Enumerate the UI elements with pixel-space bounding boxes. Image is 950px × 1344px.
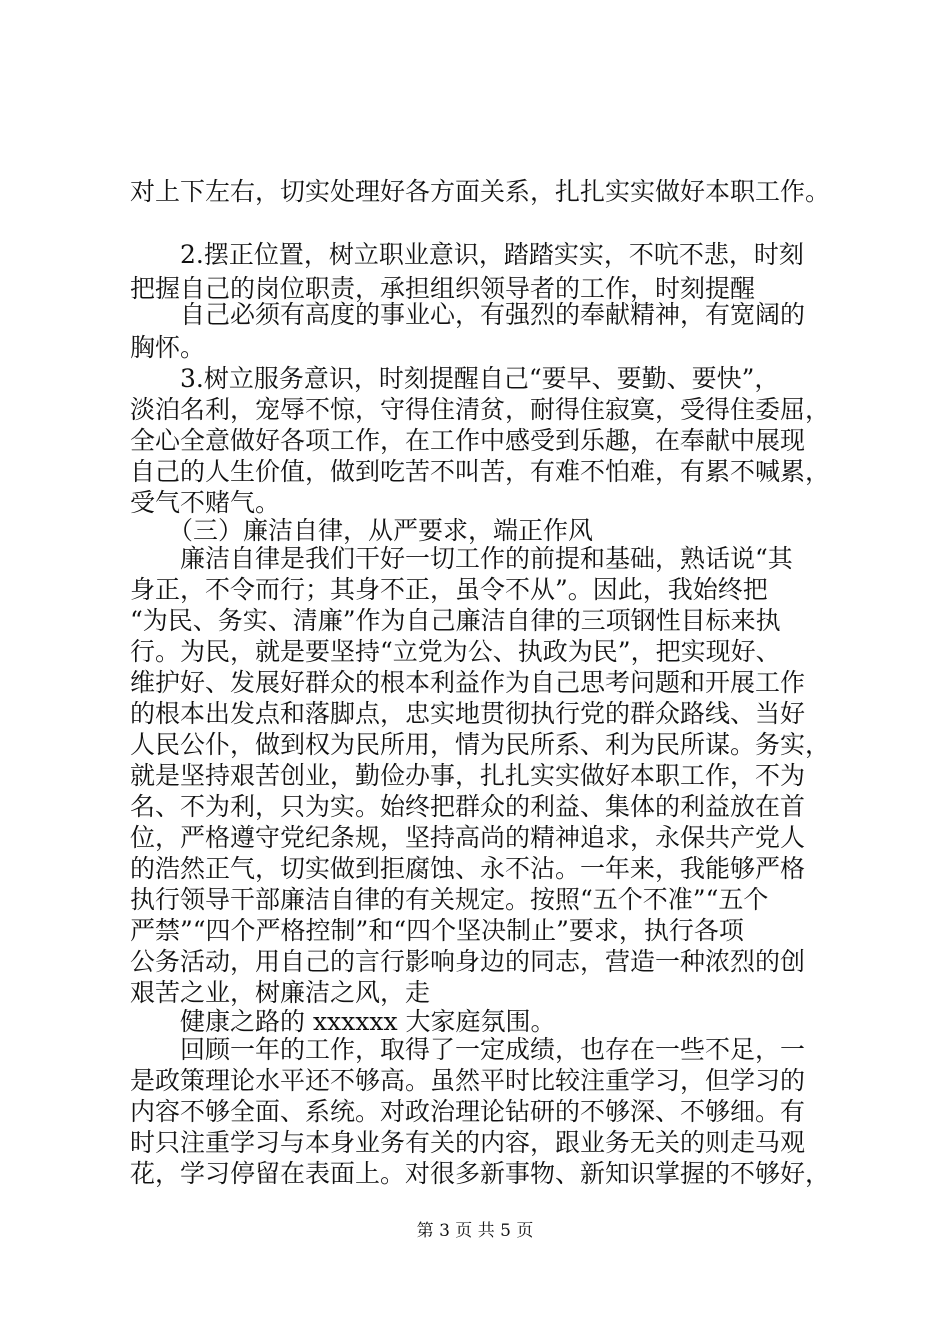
text-line: 的根本出发点和落脚点，忠实地贯彻执行党的群众路线、当好 [130,699,806,728]
text-line: 3.树立服务意识，时刻提醒自己“要早、要勤、要快”， [180,364,780,393]
text-line: 严禁”“四个严格控制”和“四个坚决制止”要求，执行各项 [130,916,744,945]
section-heading: （三）廉洁自律，从严要求，端正作风 [168,516,594,545]
text-line: 自己必须有高度的事业心，有强烈的奉献精神，有宽阔的 [180,300,806,329]
text-line: 对上下左右，切实处理好各方面关系，扎扎实实做好本职工作。 [130,177,831,206]
text-line: 艰苦之业，树廉洁之风，走 [130,978,431,1007]
text-line: 时只注重学习与本身业务有关的内容，跟业务无关的则走马观 [130,1128,806,1157]
text-line: 内容不够全面、系统。对政治理论钻研的不够深、不够细。有 [130,1097,806,1126]
text-line: 回顾一年的工作，取得了一定成绩，也存在一些不足，一 [180,1035,806,1064]
text-line: 受气不赌气。 [130,488,281,517]
page-number-footer: 第 3 页 共 5 页 [416,1221,534,1241]
text-line: 2.摆正位置，树立职业意识，踏踏实实，不吭不悲，时刻 [180,240,804,269]
text-line: 自己的人生价值，做到吃苦不叫苦，有难不怕难，有累不喊累， [130,457,831,486]
text-line: 执行领导干部廉洁自律的有关规定。按照“五个不准”“五个 [130,885,769,914]
text-line: 的浩然正气，切实做到拒腐蚀、永不沾。一年来，我能够严格 [130,854,806,883]
text-line: 是政策理论水平还不够高。虽然平时比较注重学习，但学习的 [130,1066,806,1095]
text-line: 淡泊名利，宠辱不惊，守得住清贫，耐得住寂寞，受得住委屈， [130,395,831,424]
text-line: 健康之路的 xxxxxx 大家庭氛围。 [180,1007,556,1036]
text-line: 名、不为利，只为实。始终把群众的利益、集体的利益放在首 [130,792,806,821]
text-line: 就是坚持艰苦创业，勤俭办事，扎扎实实做好本职工作，不为 [130,761,806,790]
text-line: 全心全意做好各项工作，在工作中感受到乐趣，在奉献中展现 [130,426,806,455]
text-line: 花，学习停留在表面上。对很多新事物、新知识掌握的不够好， [130,1159,831,1188]
text-line: 公务活动，用自己的言行影响身边的同志，营造一种浓烈的创 [130,947,806,976]
text-line: 人民公仆，做到权为民所用，情为民所系、利为民所谋。务实， [130,730,831,759]
text-line: 身正，不令而行；其身不正，虽令不从”。因此，我始终把 [130,575,768,604]
text-line: 把握自己的岗位职责，承担组织领导者的工作，时刻提醒 [130,274,756,303]
text-line: 胸怀。 [130,333,206,362]
text-line: “为民、务实、清廉”作为自己廉洁自律的三项钢性目标来执 [130,606,781,635]
text-line: 维护好、发展好群众的根本利益作为自己思考问题和开展工作 [130,668,806,697]
text-line: 行。为民，就是要坚持“立党为公、执政为民”，把实现好、 [130,637,781,666]
text-line: 廉洁自律是我们干好一切工作的前提和基础，熟话说“其 [180,544,793,573]
text-line: 位，严格遵守党纪条规，坚持高尚的精神追求，永保共产党人 [130,823,806,852]
